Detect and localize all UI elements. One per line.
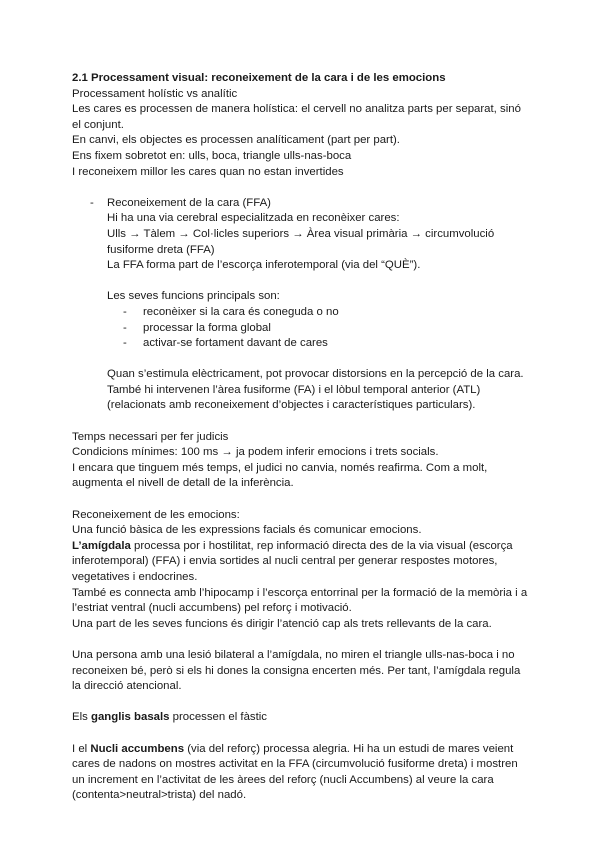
ffa-line: Hi ha una via cerebral especialitzada en reconèixer cares: <box>107 212 400 225</box>
function-text: activar-se fortament davant de cares <box>143 337 328 350</box>
section-heading: 2.1 Processament visual: reconeixement de la cara i de les emocions <box>72 72 446 84</box>
accumbens-post: (via del reforç) processa alegria. Hi ha un estudi de mares veient cares de nadons on mostres activitat en la FFA (circumvolució fusiforme dreta) i mostren un increment en l’activitat de les àrees del reforç (nucli Accumbens) al veure la cara (contenta>neutral>trista) del nadó. <box>72 742 518 802</box>
amygdala-text: processa por i hostilitat, rep informació directa des de la via visual (escorça inferotemporal) (FFA) i envia sortides al nucli central per generar respostes motores, vegetatives i endocrines. <box>72 539 513 583</box>
ffa-line: Ulls → Tàlem → Col·licles superiors → Àrea visual primària → circumvolució fusiforme dreta (FFA) <box>107 227 495 256</box>
intro-line: Les cares es processen de manera holística: el cervell no analitza parts per separat, sinó el conjunt. <box>72 103 521 131</box>
function-item <box>123 321 532 337</box>
accumbens-paragraph <box>72 742 532 804</box>
emotions-title: Reconeixement de les emocions: <box>72 508 240 521</box>
function-text: reconèixer si la cara és coneguda o no <box>143 305 339 318</box>
ffa-closing-line: També hi intervenen l’àrea fusiforme (FA) i el lòbul temporal anterior (ATL) (relacionats amb reconeixement d’objectes i característiques particulars). <box>107 383 481 412</box>
timing-line: I encara que tinguem més temps, el judici no canvia, només reafirma. Com a molt, augmenta el nivell de detall de la inferència. <box>72 461 488 490</box>
ffa-line: La FFA forma part de l’escorça inferotemporal (via del “QUÈ”). <box>107 259 421 272</box>
lesion-paragraph: Una persona amb una lesió bilateral a l’amígdala, no miren el triangle ulls-nas-boca i no reconeixen bé, però si els hi dones la consigna encerten més. Per tant, l’amígdala regula la direcció atencional. <box>72 648 521 693</box>
function-item <box>123 305 532 321</box>
timing-line: Condicions mínimes: 100 ms → ja podem inferir emocions i trets socials. <box>72 446 439 459</box>
functions-intro: Les seves funcions principals son: <box>107 290 280 303</box>
bullet-dash: - <box>123 321 127 334</box>
function-item <box>123 336 532 352</box>
ffa-closing-line: Quan s’estimula elèctricament, pot provocar distorsions en la percepció de la cara. <box>107 368 524 381</box>
basal-post: processen el fàstic <box>169 711 267 724</box>
timing-line: Temps necessari per fer judicis <box>72 430 229 443</box>
ffa-title: Reconeixement de la cara (FFA) <box>107 196 271 209</box>
basal-paragraph <box>72 710 532 726</box>
function-text: processar la forma global <box>143 321 271 334</box>
intro-line: Processament holístic vs analític <box>72 87 238 100</box>
accumbens-pre: I el <box>72 742 91 755</box>
bullet-dash: - <box>90 196 94 209</box>
intro-line: En canvi, els objectes es processen analíticament (part per part). <box>72 134 400 147</box>
intro-line: Ens fixem sobretot en: ulls, boca, triangle ulls-nas-boca <box>72 149 352 162</box>
document-page <box>72 71 532 804</box>
amygdala-paragraph <box>72 539 532 586</box>
emotions-line: Una part de les seves funcions és dirigir l’atenció cap als trets rellevants de la cara. <box>72 617 492 630</box>
bullet-dash: - <box>123 337 127 350</box>
intro-line: I reconeixem millor les cares quan no estan invertides <box>72 165 344 178</box>
bullet-dash: - <box>123 305 127 318</box>
ffa-bullet-item <box>90 196 532 414</box>
emotions-line: També es connecta amb l’hipocamp i l’escorça entorrinal per la formació de la memòria i a l’estriat ventral (nucli accumbens) pel reforç i motivació. <box>72 586 528 615</box>
amygdala-term: L’amígdala <box>72 539 131 552</box>
basal-term: ganglis basals <box>91 711 170 724</box>
accumbens-term: Nucli accumbens <box>90 742 185 755</box>
emotions-line: Una funció bàsica de les expressions facials és comunicar emocions. <box>72 524 422 537</box>
basal-pre: Els <box>72 711 91 724</box>
